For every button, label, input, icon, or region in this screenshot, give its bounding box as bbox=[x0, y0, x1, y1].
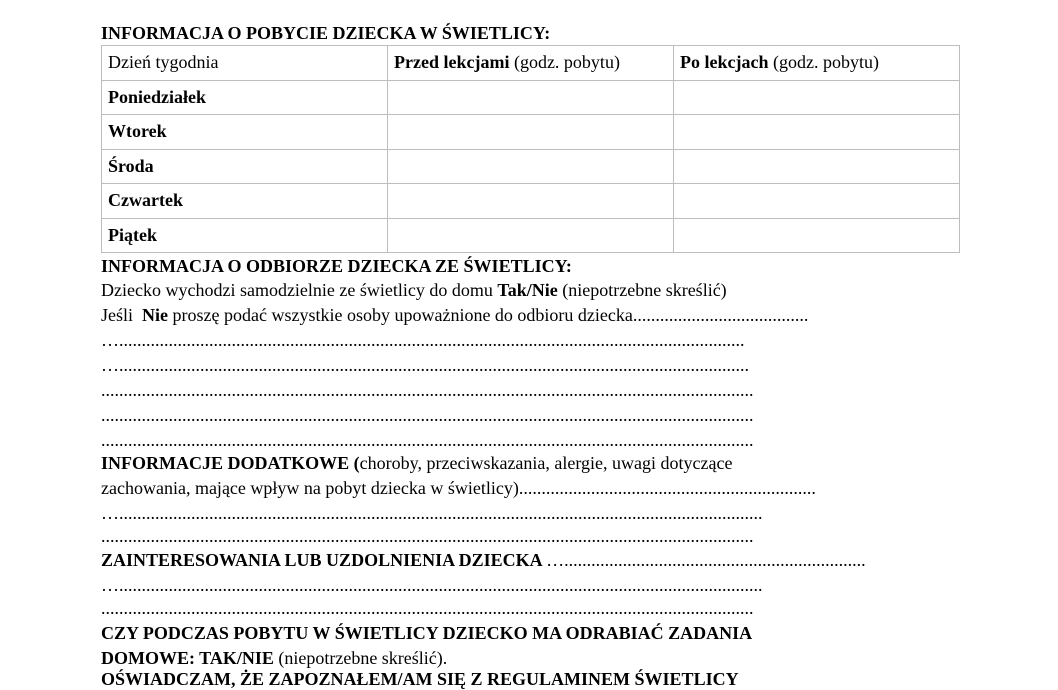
table-row bbox=[102, 80, 960, 115]
fill-line[interactable]: …............................................................................................................................................ bbox=[101, 355, 749, 375]
after-cell[interactable] bbox=[674, 218, 960, 253]
cut-off-text: OŚWIADCZAM, ŻE ZAPOZNAŁEM/AM SIĘ Z REGULAMINEM ŚWIETLICY bbox=[101, 669, 739, 689]
day-cell: Czwartek bbox=[102, 184, 388, 219]
table-row bbox=[102, 184, 960, 219]
after-cell[interactable] bbox=[674, 115, 960, 150]
table-header-row bbox=[102, 46, 960, 81]
section-title-interests: ZAINTERESOWANIA LUB UZDOLNIENIA DZIECKA …................................................................... bbox=[101, 550, 866, 570]
fill-line[interactable]: ................................................................................................................................................. bbox=[101, 430, 754, 450]
after-cell[interactable] bbox=[674, 149, 960, 184]
before-cell[interactable] bbox=[388, 218, 674, 253]
table-row bbox=[102, 149, 960, 184]
cut-off-line bbox=[101, 664, 958, 689]
fill-line[interactable]: ................................................................................................................................................. bbox=[101, 598, 754, 618]
section-title-pickup: INFORMACJA O ODBIORZE DZIECKA ZE ŚWIETLICY: bbox=[101, 256, 572, 276]
after-cell[interactable] bbox=[674, 80, 960, 115]
before-cell[interactable] bbox=[388, 149, 674, 184]
before-cell[interactable] bbox=[388, 80, 674, 115]
day-cell: Piątek bbox=[102, 218, 388, 253]
fill-line[interactable]: …............................................................................................................................................... bbox=[101, 503, 763, 523]
fill-line[interactable]: ................................................................................................................................................. bbox=[101, 526, 754, 546]
schedule-table bbox=[101, 45, 960, 253]
day-cell: Wtorek bbox=[102, 115, 388, 150]
before-cell[interactable] bbox=[388, 184, 674, 219]
authorized-persons-prompt: Jeśli Nie proszę podać wszystkie osoby upoważnione do odbioru dziecka....................................... bbox=[101, 305, 809, 325]
table-row bbox=[102, 218, 960, 253]
fill-line[interactable]: …........................................................................................................................................... bbox=[101, 330, 745, 350]
fill-line[interactable]: ................................................................................................................................................. bbox=[101, 380, 754, 400]
section-title-stay: INFORMACJA O POBYCIE DZIECKA W ŚWIETLICY: bbox=[101, 23, 551, 43]
header-after-lessons: Po lekcjach (godz. pobytu) bbox=[674, 46, 960, 81]
after-cell[interactable] bbox=[674, 184, 960, 219]
day-cell: Środa bbox=[102, 149, 388, 184]
additional-info-line: zachowania, mające wpływ na pobyt dziecka w świetlicy).................................................................. bbox=[101, 478, 816, 498]
header-day: Dzień tygodnia bbox=[102, 46, 388, 81]
fill-line[interactable]: …............................................................................................................................................... bbox=[101, 575, 763, 595]
day-cell: Poniedziałek bbox=[102, 80, 388, 115]
section-title-additional: INFORMACJE DODATKOWE (choroby, przeciwskazania, alergie, uwagi dotyczące bbox=[101, 453, 733, 473]
section-title-homework: CZY PODCZAS POBYTU W ŚWIETLICY DZIECKO MA ODRABIAĆ ZADANIA bbox=[101, 623, 753, 643]
header-before-lessons: Przed lekcjami (godz. pobytu) bbox=[388, 46, 674, 81]
before-cell[interactable] bbox=[388, 115, 674, 150]
fill-line[interactable]: ................................................................................................................................................. bbox=[101, 405, 754, 425]
table-row bbox=[102, 115, 960, 150]
homework-answer-line: DOMOWE: TAK/NIE (niepotrzebne skreślić). bbox=[101, 648, 448, 668]
self-leave-statement: Dziecko wychodzi samodzielnie ze świetlicy do domu Tak/Nie (niepotrzebne skreślić) bbox=[101, 280, 727, 300]
